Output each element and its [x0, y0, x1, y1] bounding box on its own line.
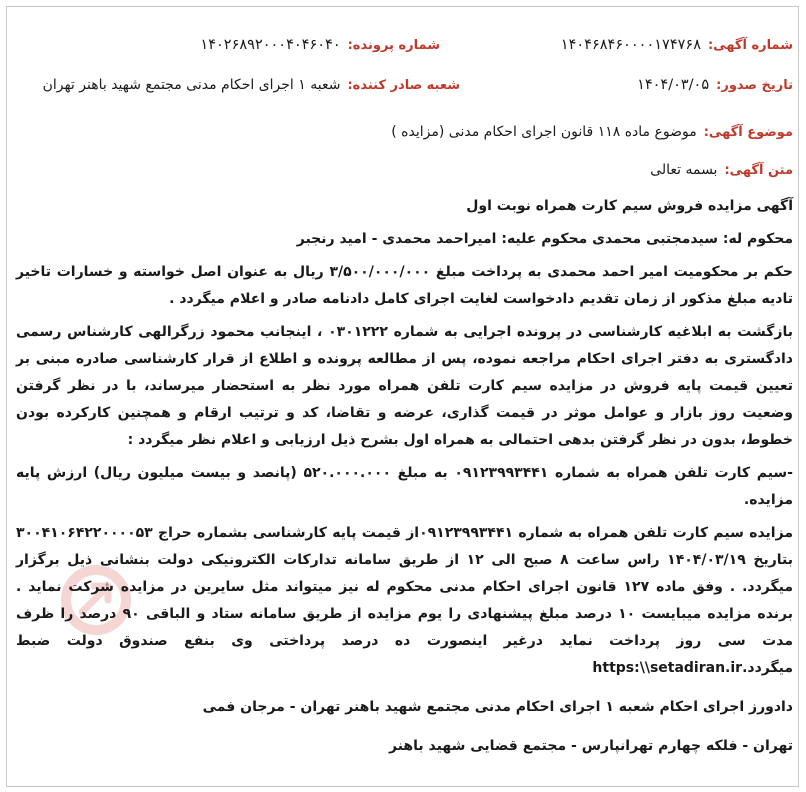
issuer-label: شعبه صادر کننده:	[347, 77, 460, 93]
notice-text-row	[16, 155, 793, 185]
parties-line: محکوم له: سیدمجتبی محمدی محکوم علیه: امیراحمد محمدی - امید رنجبر	[296, 231, 793, 247]
notice-document	[16, 30, 793, 766]
subject-value: موضوع ماده ۱۱۸ قانون اجرای احکام مدنی (مزایده )	[391, 124, 697, 140]
expert-report-paragraph: بازگشت به ابلاغیه کارشناسی در پرونده اجرایی به شماره ۰۳۰۱۲۲۲ ، اینجانب محمود زرگرالهی کارشناس رسمی دادگستری به دفتر اجرای احکام مراجعه نموده، پس از مطالعه پرونده و اطلاع از قرار کارشناسی صادره مبنی بر تعیین قیمت پایه فروش در مزایده سیم کارت تلفن همراه مورد نظر به استحضار میرساند، با در نظر گرفتن وضعیت روز بازار و عوامل موثر در قیمت گذاری، عرضه و تقاضا، کد و ترتیب ارقام و همچنین کارکرده بودن خطوط، بدون در نظر گرفتن بدهی احتمالی به همراه اول بشرح ذیل ارزیابی و اعلام نظر میگردد :	[16, 324, 793, 448]
issue-date-value: ۱۴۰۴/۰۳/۰۵	[637, 77, 710, 93]
issuer-value: شعبه ۱ اجرای احکام مدنی مجتمع شهید باهنر تهران	[42, 77, 341, 93]
case-number-value: ۱۴۰۲۶۸۹۲۰۰۰۴۰۴۶۰۴۰	[200, 37, 341, 53]
notice-text-label: متن آگهی:	[724, 162, 793, 178]
auction-details-text: مزایده سیم کارت تلفن همراه به شماره ۰۹۱۲۳۹۹۳۴۴۱از قیمت پایه کارشناسی بشماره حراج ۳۰۰۴۱۰۶۴۲۲۰۰۰۰۵۳ بتاریخ ۱۴۰۴/۰۳/۱۹ راس ساعت ۸ صبح الی ۱۲ از طریق سامانه تدارکات الکترونیکی دولت بنشانی ذیل برگزار میگردد. . وفق ماده ۱۲۷ قانون اجرای احکام مدنی محکوم له نیز میتواند مثل سایرین در مزایده شرکت نماید . برنده مزایده میبایست ۱۰ درصد مبلغ پیشنهادی را یوم مزایده از طریق سامانه ستاد و الباقی ۹۰ درصد را ظرف مدت سی روز پرداخت نماید درغیر اینصورت ده درصد پرداختی وی بنفع صندوق دولت ضبط میگردد.	[16, 525, 794, 676]
header-row-2	[16, 70, 793, 100]
ad-number-value: ۱۴۰۴۶۸۴۶۰۰۰۰۱۷۴۷۶۸	[560, 37, 701, 53]
issue-date-field	[460, 77, 793, 93]
auction-title: آگهی مزایده فروش سیم کارت همراه نوبت اول	[466, 198, 793, 214]
address-line: تهران - فلکه چهارم تهرانپارس - مجتمع قضایی شهید باهنر	[389, 738, 793, 754]
valuation-line: -سیم کارت تلفن همراه به شماره ۰۹۱۲۳۹۹۳۴۴۱ به مبلغ ۵۲۰.۰۰۰.۰۰۰ (پانصد و بیست میلیون ریال) ارزش پایه مزایده.	[16, 465, 793, 508]
bailiff-signature: دادورز اجرای احکام شعبه ۱ اجرای احکام مدنی مجتمع شهید باهنر تهران - مرجان فمی	[202, 699, 793, 715]
subject-row	[16, 117, 793, 147]
issuer-field	[16, 77, 460, 93]
case-number-label: شماره پرونده:	[347, 37, 440, 53]
setad-url: https:\\setadiran.ir	[592, 660, 743, 676]
ad-number-field	[460, 37, 793, 53]
judgment-paragraph: حکم بر محکومیت امیر احمد محمدی به پرداخت مبلغ ۳/۵۰۰/۰۰۰/۰۰۰ ریال به عنوان اصل خواسته و خسارات تاخیر تادیه مبلغ مذکور از زمان تقدیم دادخواست لغایت اجرای کامل دادنامه صادر و اعلام میگردد .	[16, 264, 793, 307]
notice-body	[16, 193, 793, 760]
case-number-field	[16, 37, 460, 53]
auction-details-paragraph	[16, 520, 793, 682]
subject-label: موضوع آگهی:	[703, 124, 793, 140]
header-row-1	[16, 30, 793, 60]
issue-date-label: تاریخ صدور:	[716, 77, 793, 93]
ad-number-label: شماره آگهی:	[707, 37, 793, 53]
notice-opening: بسمه تعالی	[650, 162, 718, 178]
